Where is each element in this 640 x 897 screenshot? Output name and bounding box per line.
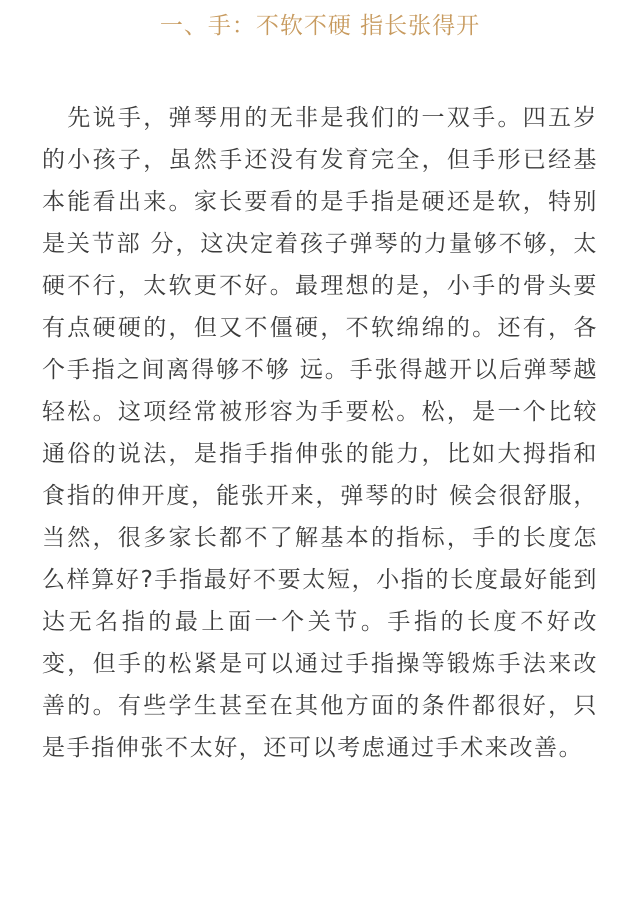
article-paragraph: 先说手，弹琴用的无非是我们的一双手。四五岁的小孩子，虽然手还没有发育完全，但手形已经基本能看出来。家长要看的是手指是硬还是软，特别是关节部 分，这决定着孩子弹琴的力量够不够，太硬不行，太软更不好。最理想的是，小手的骨头要有点硬硬的，但又不僵硬，不软绵绵的。还有，各个手指之间离得够不够 远。手张得越开以后弹琴越轻松。这项经常被形容为手要松。松，是一个比较通俗的说法，是指手指伸张的能力，比如大拇指和食指的伸开度，能张开来，弹琴的时 候会很舒服，当然，很多家长都不了解基本的指标，手的长度怎么样算好?手指最好不要太短，小指的长度最好能到达无名指的最上面一个关节。手指的长度不好改 变，但手的松紧是可以通过手指操等锻炼手法来改善的。有些学生甚至在其他方面的条件都很好，只是手指伸张不太好，还可以考虑通过手术来改善。 [42, 105, 598, 761]
section-title: 一、手：不软不硬 指长张得开 [159, 13, 481, 39]
